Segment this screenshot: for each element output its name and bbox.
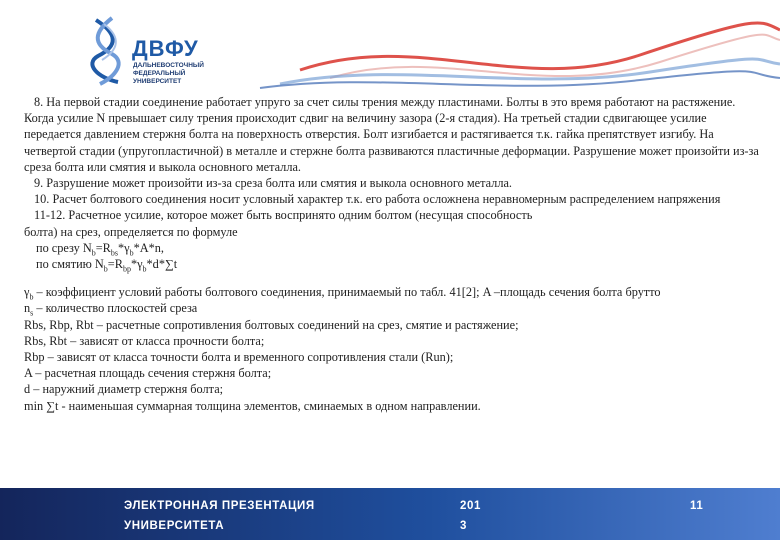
paragraph-8: 8. На первой стадии соединение работает упруго за счет силы трения между пластинами. Болты в это время работают на растяжение. Когда усилие N превышает силу трения происходит сдвиг на величину зазора (2-я стадия). На третьей стадии сдвигающее усилие передается давлением стержня болта на поверхность отверстия. Болт изгибается и растягивается т.к. гайка препятствует изгибу. На четвертой стадии (упругопластичной) в металле и стержне болта развиваются пластичные деформации. Разрушение может произойти из-за среза болта или смятия и выкола основного металла. <box>24 95 759 174</box>
formula-shear <box>24 240 759 256</box>
footer-bar <box>0 488 780 540</box>
paragraph-11-line1: 11-12. Расчетное усилие, которое может быть воспринято одним болтом (несущая способность <box>34 208 533 223</box>
symbol: n <box>24 301 31 316</box>
definition-diameter: d – наружний диаметр стержня болта; <box>24 382 224 397</box>
definition-text: – коэффициент условий работы болтового соединения, принимаемый по табл. 41[2]; A –площадь сечения болта брутто <box>33 285 661 300</box>
university-logo <box>88 16 288 86</box>
subscript: bs <box>110 248 118 258</box>
subscript: bp <box>122 264 131 274</box>
formula-text: по срезу N <box>36 240 92 255</box>
footer-year <box>460 496 490 536</box>
logo-subtitle-line: УНИВЕРСИТЕТ <box>133 78 182 85</box>
definition-gamma <box>24 284 759 300</box>
subscript: b <box>142 264 147 274</box>
footer-title <box>124 496 315 536</box>
formula-text: по смятию N <box>36 257 104 272</box>
subscript: b <box>129 248 134 258</box>
subscript: b <box>103 264 108 274</box>
logo-subtitle-line: ДАЛЬНЕВОСТОЧНЫЙ <box>133 62 204 69</box>
subscript: s <box>30 308 34 318</box>
definition-text: – количество плоскостей среза <box>33 301 198 316</box>
formula-text: *A*n, <box>133 240 164 255</box>
paragraph-11-line2: болта) на срез, определяется по формуле <box>24 224 238 239</box>
footer-year-line: 3 <box>460 520 467 532</box>
definition-area: A – расчетная площадь сечения стержня болта; <box>24 366 272 381</box>
formula-text: *γ <box>118 240 130 255</box>
logo-subtitle-line: ФЕДЕРАЛЬНЫЙ <box>133 70 186 77</box>
subscript: b <box>91 248 96 258</box>
slide-content <box>24 94 759 414</box>
definition-resistances: Rbs, Rbp, Rbt – расчетные сопротивления болтовых соединений на срез, смятие и растяжение; <box>24 317 519 332</box>
formula-text: =R <box>95 240 111 255</box>
footer-title-line: УНИВЕРСИТЕТА <box>124 520 225 532</box>
formula-text: =R <box>107 257 123 272</box>
page-number: 11 <box>690 500 704 512</box>
definition-thickness: min ∑t - наименьшая суммарная толщина элементов, сминаемых в одном направлении. <box>24 398 481 413</box>
definition-rbs-rbt: Rbs, Rbt – зависят от класса прочности болта; <box>24 333 265 348</box>
definition-rbp: Rbp – зависят от класса точности болта и временного сопротивления стали (Run); <box>24 350 454 365</box>
formula-bearing <box>24 256 759 272</box>
footer-title-line: ЭЛЕКТРОННАЯ ПРЕЗЕНТАЦИЯ <box>124 500 315 512</box>
definition-ns <box>24 300 759 316</box>
logo-title: ДВФУ <box>132 36 199 61</box>
subscript: b <box>29 292 34 302</box>
dna-helix-icon <box>88 16 128 86</box>
formula-text: *γ <box>130 257 143 272</box>
spacer <box>24 272 759 284</box>
paragraph-10: 10. Расчет болтового соединения носит условный характер т.к. его работа осложнена неравномерным распределением напряжения <box>34 192 721 207</box>
footer-year-line: 201 <box>460 500 481 512</box>
paragraph-9: 9. Разрушение может произойти из-за среза болта или смятия и выкола основного металла. <box>34 176 512 191</box>
logo-subtitle <box>133 62 204 86</box>
formula-text: *d*∑t <box>146 257 178 272</box>
symbol: γ <box>24 285 30 300</box>
